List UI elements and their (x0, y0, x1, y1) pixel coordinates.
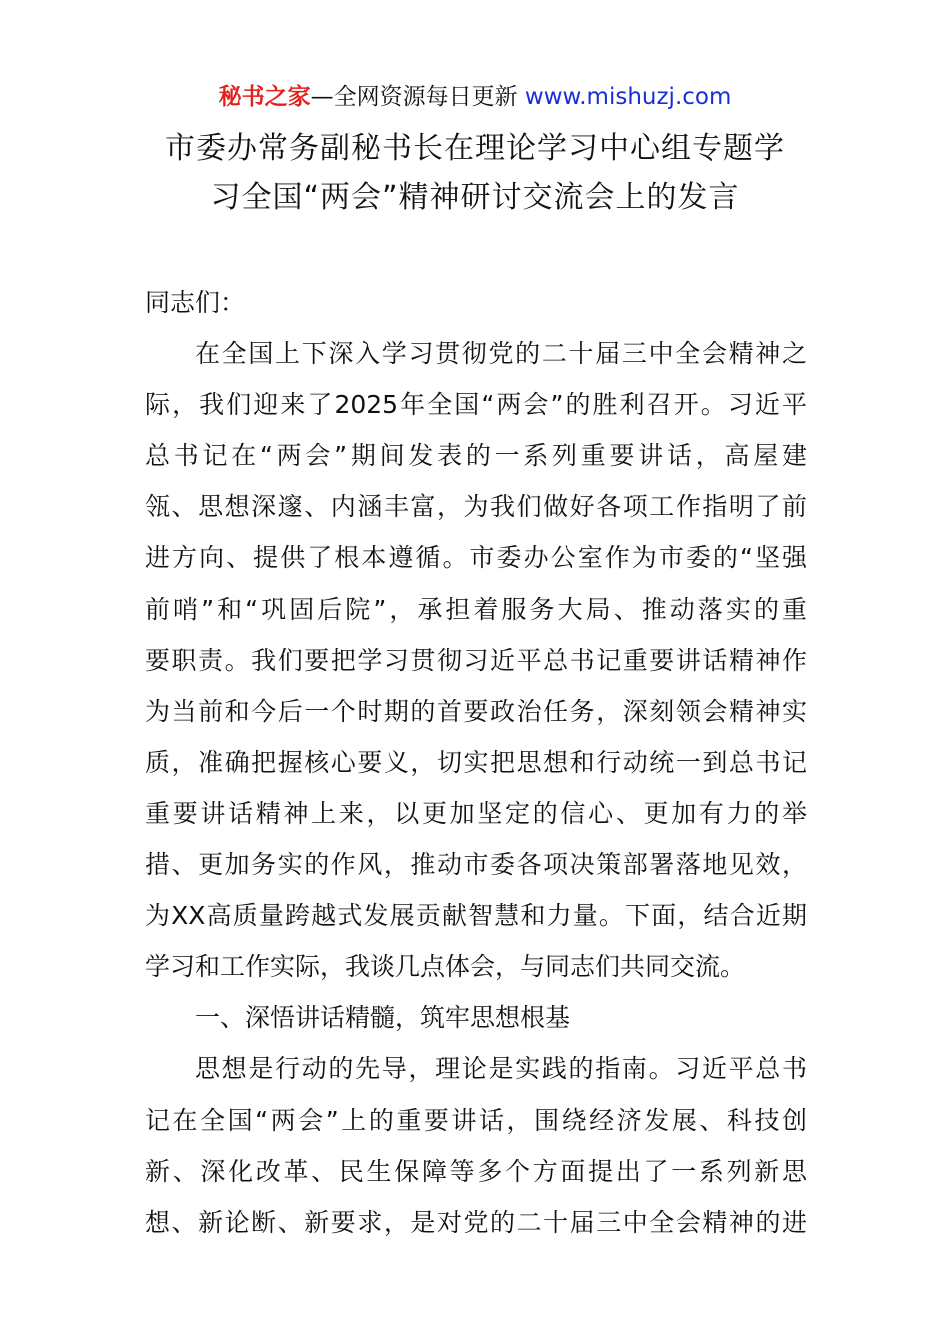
paragraph-line: 总书记在“两会”期间发表的一系列重要讲话，高屋建 (145, 441, 807, 471)
paragraph-line: 瓴、思想深邃、内涵丰富，为我们做好各项工作指明了前 (145, 492, 807, 522)
paragraph-line: 学习和工作实际，我谈几点体会，与同志们共同交流。 (145, 952, 746, 982)
paragraph-line: 际，我们迎来了2025年全国“两会”的胜利召开。习近平 (145, 390, 807, 420)
paragraph-line: 进方向、提供了根本遵循。市委办公室作为市委的“坚强 (145, 543, 807, 573)
paragraph-line: 在全国上下深入学习贯彻党的二十届三中全会精神之 (195, 339, 807, 369)
paragraph-line: 想、新论断、新要求，是对党的二十届三中全会精神的进 (145, 1207, 807, 1237)
paragraph-1 (145, 328, 807, 992)
paragraph-line: 记在全国“两会”上的重要讲话，围绕经济发展、科技创 (145, 1105, 807, 1135)
site-header (0, 80, 950, 114)
paragraph-line: 为当前和今后一个时期的首要政治任务，深刻领会精神实 (145, 696, 807, 726)
salutation: 同志们： (145, 288, 246, 317)
paragraph-line: 重要讲话精神上来，以更加坚定的信心、更加有力的举 (145, 798, 807, 828)
paragraph-line: 思想是行动的先导，理论是实践的指南。习近平总书 (195, 1054, 807, 1084)
document-title (0, 124, 950, 222)
document-body (145, 277, 807, 1248)
paragraph-line: 质，准确把握核心要义，切实把思想和行动统一到总书记 (145, 747, 807, 777)
header-tagline: —全网资源每日更新 (310, 84, 518, 110)
paragraph-line: 新、深化改革、民生保障等多个方面提出了一系列新思 (145, 1156, 807, 1186)
paragraph-line: 前哨”和“巩固后院”，承担着服务大局、推动落实的重 (145, 594, 807, 624)
site-url-link[interactable]: www.mishuzj.com (524, 84, 732, 110)
section-heading: 一、深悟讲话精髓，筑牢思想根基 (195, 1003, 571, 1033)
brand-name: 秘书之家 (218, 84, 311, 110)
title-line: 习全国“两会”精神研讨交流会上的发言 (210, 180, 740, 215)
paragraph-line: 要职责。我们要把学习贯彻习近平总书记重要讲话精神作 (145, 645, 807, 675)
title-line: 市委办常务副秘书长在理论学习中心组专题学 (165, 131, 785, 166)
paragraph-2 (145, 1043, 807, 1247)
paragraph-line: 为XX高质量跨越式发展贡献智慧和力量。下面，结合近期 (145, 901, 807, 931)
paragraph-line: 措、更加务实的作风，推动市委各项决策部署落地见效， (145, 850, 807, 880)
